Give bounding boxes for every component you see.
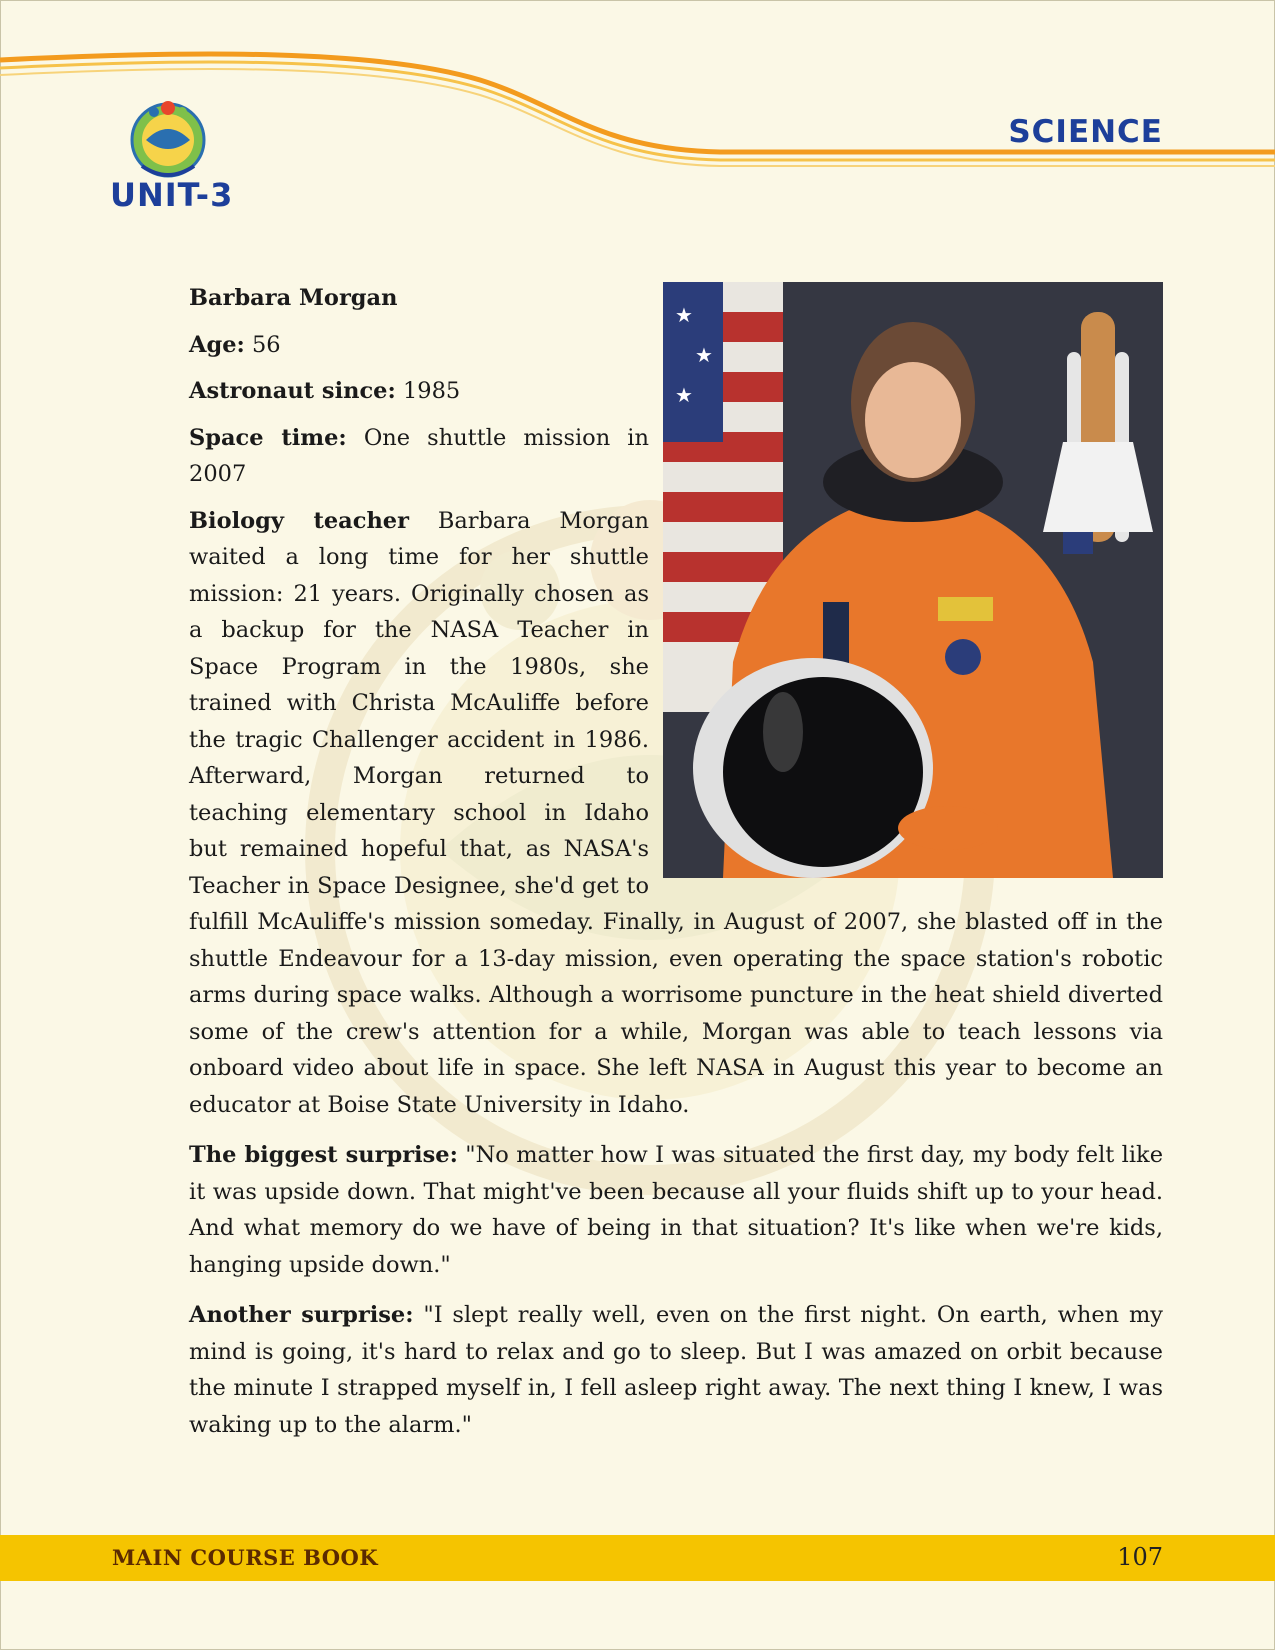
quote-text: "No matter how I was situated the first day, my body felt like it was upside down. That might've been because all your fluids shift up to your head. And what memory do we have of being in that situation? It's like when we're kids, hanging upside down." — [189, 1142, 1164, 1278]
svg-text:★: ★ — [675, 383, 693, 407]
biography-text: Barbara Morgan waited a long time for her shuttle mission: 21 years. Originally chosen as a backup for the NASA Teacher in Space Program in the 1980s, she trained with Christa McAuliffe before the tragic Challenger accident in 1986. Afterward, Morgan returned to teaching elementary school in Idaho but remained hopeful that, as NASA's Teacher in Space Designee, she'd get to fulfill McAuliffe's mission someday. Finally, in August of 2007, she blasted off in the shuttle Endeavour for a 13-day mission, even operating the space station's robotic arms during space walks. Although a worrisome puncture in the heat shield diverted some of the crew's attention for a while, Morgan was able to teach lessons via onboard video about life in space. She left NASA in August this year to become an educator at Boise State University in Idaho. — [189, 507, 1163, 1118]
page-number: 107 — [1117, 1543, 1163, 1571]
footer-book-title: MAIN COURSE BOOK — [112, 1545, 379, 1570]
unit-title: UNIT-3 — [110, 176, 234, 214]
space-time-value: One shuttle mission in 2007 — [189, 424, 649, 487]
astronaut-since-label: Astronaut since: — [189, 378, 396, 404]
subject-title: SCIENCE — [1008, 114, 1163, 150]
quote-label: The biggest surprise: — [189, 1142, 458, 1168]
age-label: Age: — [189, 331, 245, 358]
biography-lead: Biology teacher — [189, 507, 409, 534]
article-content — [189, 280, 1163, 1457]
profile-name: Barbara Morgan — [189, 285, 398, 311]
quote-another-surprise — [189, 1297, 1163, 1443]
photo-float-spacer — [663, 280, 1163, 880]
space-time-label: Space time: — [189, 424, 347, 451]
quote-label: Another surprise: — [189, 1302, 414, 1328]
svg-text:★: ★ — [675, 303, 693, 327]
school-emblem-icon — [118, 88, 218, 188]
svg-text:★: ★ — [695, 343, 713, 367]
quote-biggest-surprise — [189, 1137, 1163, 1283]
age-value: 56 — [251, 331, 281, 358]
quote-text: "I slept really well, even on the first night. On earth, when my mind is going, it's hard to relax and go to sleep. But I was amazed on orbit because the minute I strapped myself in, I fell asleep right away. The next thing I knew, I was waking up to the alarm." — [189, 1302, 1164, 1438]
astronaut-since-value: 1985 — [402, 378, 461, 404]
